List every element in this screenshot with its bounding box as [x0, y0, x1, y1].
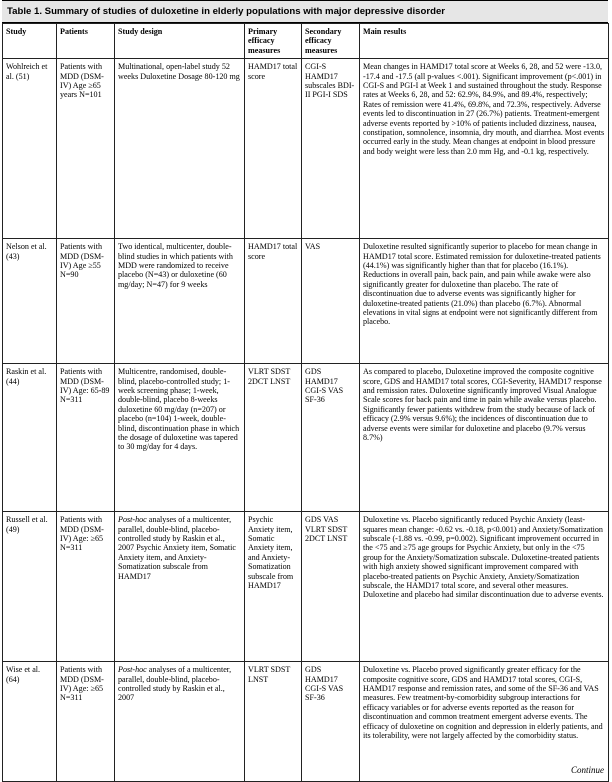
table-row — [3, 662, 609, 782]
design-cell: Multinational, open-label study 52 weeks Duloxetine Dosage 80-120 mg — [115, 59, 245, 239]
primary-measures-cell: VLRT SDST LNST — [245, 662, 302, 782]
patients-cell: Patients with MDD (DSM-IV) Age ≥55 N=90 — [57, 239, 115, 364]
summary-table — [2, 23, 609, 782]
design-lead: Post-hoc — [118, 665, 147, 675]
secondary-measures-cell: GDS HAMD17 CGI-S VAS SF-36 — [302, 364, 360, 512]
primary-measures-cell: HAMD17 total score — [245, 239, 302, 364]
table-row — [3, 239, 609, 364]
design-text: analyses of a multicenter, parallel, double-blind, placebo-controlled study by Raskin et al., 2007 — [118, 665, 232, 703]
column-header: Main results — [360, 24, 609, 59]
primary-measures-cell: HAMD17 total score — [245, 59, 302, 239]
design-cell: Multicentre, randomised, double-blind, placebo-controlled study; 1-week screening phase; 1-week, double-blind, placebo 8-weeks duloxetine 60 mg/day (n=207) or placebo (n=104) 1-week, double-blind, discontinuation phase in which the dosage of duloxetine was tapered to 30 mg/day for 4 days. — [115, 364, 245, 512]
table-title: Table 1. Summary of studies of duloxetine in elderly populations with major depressive disorder — [2, 0, 608, 23]
table-row — [3, 59, 609, 239]
primary-measures-cell: VLRT SDST 2DCT LNST — [245, 364, 302, 512]
continue-label: Continue — [571, 765, 604, 775]
column-header: Primary efficacy measures — [245, 24, 302, 59]
secondary-measures-cell: GDS HAMD17 CGI-S VAS SF-36 — [302, 662, 360, 782]
results-cell: As compared to placebo, Duloxetine improved the composite cognitive score, GDS and HAMD17 total scores, CGI-Severity, HAMD17 response and remission rates. Duloxetine significantly improved Visual Analogue Scale scores for back pain and time in pain while awake versus placebo. Significantly fewer patients withdrew from the study because of lack of efficacy (2.9% versus 9.6%); the incidences of discontinuation due to adverse events were similar for duloxetine and placebo (9.7% versus 8.7%) — [360, 364, 609, 512]
patients-cell: Patients with MDD (DSM-IV) Age: 65-89 N=311 — [57, 364, 115, 512]
secondary-measures-cell: CGI-S HAMD17 subscales BDI-II PGI-I SDS — [302, 59, 360, 239]
design-cell: Two identical, multicenter, double-blind studies in which patients with MDD were randomized to receive placebo (N=43) or duloxetine (60 mg/day; N=47) for 9 weeks — [115, 239, 245, 364]
results-cell: Duloxetine vs. Placebo significantly reduced Psychic Anxiety (least-squares mean change: -0.62 vs. -0.18, p<0.001) and Anxiety/Somatization subscale (-1.88 vs. -0.99, p=0.002). Significant improvement occurred in the <75 and ≥75 age groups for Psychic Anxiety, but only in the <75 group for the Anxiety/Somatization subscale. Duloxetine-treated patients with high anxiety showed significant improvement compared with placebo-treated patients on Psychic Anxiety, Anxiety/Somatization subscale, the HAMD17 total score, and several other measures. Duloxetine and placebo had similar discontinuation due to adverse events. — [360, 512, 609, 662]
secondary-measures-cell: VAS — [302, 239, 360, 364]
study-cell: Raskin et al. (44) — [3, 364, 57, 512]
table-header-row — [3, 24, 609, 59]
study-cell: Wohlreich et al. (51) — [3, 59, 57, 239]
design-cell — [115, 512, 245, 662]
table-row — [3, 512, 609, 662]
study-cell: Nelson et al. (43) — [3, 239, 57, 364]
patients-cell: Patients with MDD (DSM-IV) Age: ≥65 N=311 — [57, 662, 115, 782]
design-cell — [115, 662, 245, 782]
results-cell: Mean changes in HAMD17 total score at Weeks 6, 28, and 52 were -13.0, -17.4 and -17.5 (all p-values <.001). Significant improvement (p<.001) in CGI-S and PGI-I at Week 1 and sustained throughout the study. Response rates at Weeks 6, 28, and 52: 62.9%, 84.9%, and 89.4%, respectively; Rates of remission were 41.4%, 69.8%, and 72.3%, respectively. Adverse events led to discontinuation in 27 (26.7%) patients. Treatment-emergent adverse events reported by >10% of patients included dizziness, nausea, constipation, somnolence, insomnia, dry mouth, and diarrhea. Most events occurred early in the study. Mean changes at endpoint in blood pressure and body weight were less than 2.0 mm Hg, and -0.1 kg, respectively. — [360, 59, 609, 239]
column-header: Study design — [115, 24, 245, 59]
document-page — [2, 0, 608, 782]
design-lead: Post-hoc — [118, 515, 147, 525]
patients-cell: Patients with MDD (DSM-IV) Age ≥65 years N=101 — [57, 59, 115, 239]
results-cell: Duloxetine vs. Placebo proved significantly greater efficacy for the composite cognitive score, GDS and HAMD17 total scores, CGI-S, HAMD17 response and remission rates, and some of the SF-36 and VAS measures. Few treatment-by-comorbidity subgroup interactions for efficacy variables or for adverse events reported as the reason for discontinuation and common treatment emergent adverse events. The efficacy of duloxetine on cognition and depression in elderly patients, and its tolerability, were not largely affected by the comorbidity status. — [360, 662, 609, 782]
patients-cell: Patients with MDD (DSM-IV) Age: ≥65 N=311 — [57, 512, 115, 662]
design-text: analyses of a multicenter, parallel, double-blind, placebo-controlled study by Raskin et al., 2007 Psychic Anxiety item, Somatic Anxiety item, and Anxiety-Somatization subscale from HAMD17 — [118, 515, 237, 581]
study-cell: Russell et al. (49) — [3, 512, 57, 662]
secondary-measures-cell: GDS VAS VLRT SDST 2DCT LNST — [302, 512, 360, 662]
primary-measures-cell: Psychic Anxiety item, Somatic Anxiety item, and Anxiety-Somatization subscale from HAMD17 — [245, 512, 302, 662]
column-header: Study — [3, 24, 57, 59]
column-header: Secondary efficacy measures — [302, 24, 360, 59]
study-cell: Wise et al. (64) — [3, 662, 57, 782]
table-row — [3, 364, 609, 512]
column-header: Patients — [57, 24, 115, 59]
results-cell: Duloxetine resulted significantly superior to placebo for mean change in HAMD17 total score. Estimated remission for duloxetine-treated patients (44.1%) was significantly higher than that for placebo (16.1%). Reductions in overall pain, back pain, and pain while awake were also significantly greater for duloxetine than placebo. The rate of discontinuation due to adverse events was significantly higher for duloxetine-treated patients (21.0%) than placebo (6.7%). Abnormal elevations in vital signs at endpoint were not significantly different from placebo. — [360, 239, 609, 364]
